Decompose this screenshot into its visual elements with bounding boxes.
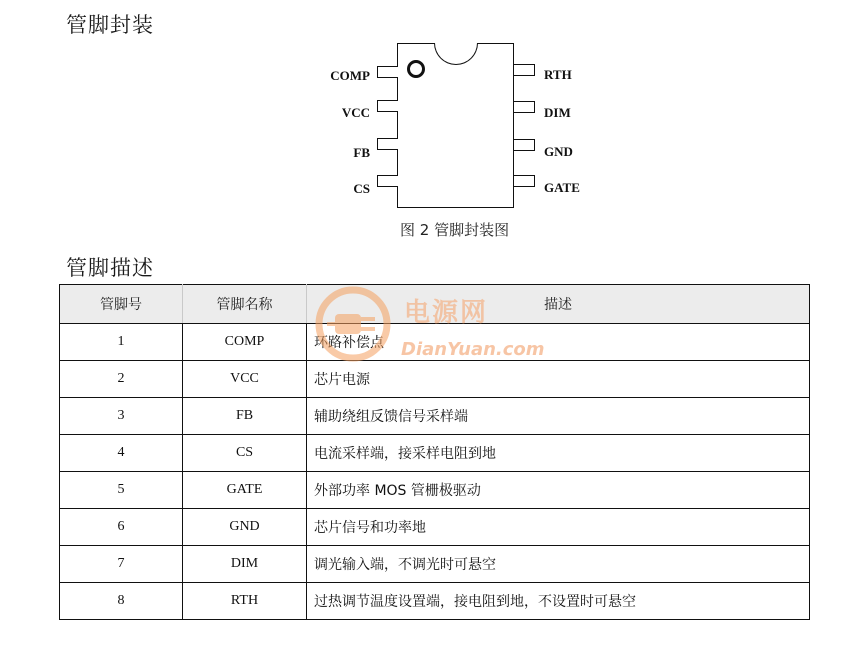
cell-pin-number: 2 bbox=[60, 361, 183, 398]
pin-right-6 bbox=[514, 139, 535, 151]
pin-label-gate: GATE bbox=[544, 180, 580, 195]
cell-pin-number: 5 bbox=[60, 472, 183, 509]
cell-pin-name: GATE bbox=[183, 472, 307, 509]
cell-description: 电流采样端，接采样电阻到地 bbox=[307, 435, 810, 472]
cell-pin-name: FB bbox=[183, 398, 307, 435]
table-row bbox=[60, 509, 810, 546]
pin-right-5 bbox=[514, 175, 535, 187]
cell-pin-name: VCC bbox=[183, 361, 307, 398]
figure-caption: 图 2 管脚封装图 bbox=[400, 221, 510, 239]
cell-pin-name: CS bbox=[183, 435, 307, 472]
cell-pin-name: RTH bbox=[183, 583, 307, 620]
cell-description: 环路补偿点 bbox=[307, 324, 810, 361]
package-section-title: 管脚封装 bbox=[66, 13, 154, 37]
pin-left-3 bbox=[377, 138, 398, 150]
cell-description: 芯片电源 bbox=[307, 361, 810, 398]
cell-pin-name: COMP bbox=[183, 324, 307, 361]
header-pin-number: 管脚号 bbox=[60, 285, 183, 324]
pin-label-gnd: GND bbox=[544, 144, 573, 159]
cell-description: 调光输入端，不调光时可悬空 bbox=[307, 546, 810, 583]
watermark-domain: DianYuan.com bbox=[401, 339, 545, 360]
header-pin-name: 管脚名称 bbox=[183, 285, 307, 324]
pin-left-2 bbox=[377, 100, 398, 112]
pin-description-table bbox=[59, 284, 810, 620]
pin-label-comp: COMP bbox=[330, 68, 370, 83]
cell-pin-number: 7 bbox=[60, 546, 183, 583]
cell-description: 过热调节温度设置端，接电阻到地，不设置时可悬空 bbox=[307, 583, 810, 620]
table-row bbox=[60, 361, 810, 398]
table-row bbox=[60, 546, 810, 583]
cell-pin-number: 8 bbox=[60, 583, 183, 620]
cell-description: 外部功率 MOS 管栅极驱动 bbox=[307, 472, 810, 509]
pin-left-4 bbox=[377, 175, 398, 187]
table-row bbox=[60, 398, 810, 435]
cell-pin-number: 6 bbox=[60, 509, 183, 546]
watermark-text: 电源网 bbox=[404, 298, 489, 328]
description-section-title: 管脚描述 bbox=[66, 256, 154, 280]
pin-label-cs: CS bbox=[353, 181, 370, 196]
table-row bbox=[60, 435, 810, 472]
table-row bbox=[60, 583, 810, 620]
cell-description: 芯片信号和功率地 bbox=[307, 509, 810, 546]
cell-pin-number: 3 bbox=[60, 398, 183, 435]
cell-pin-name: DIM bbox=[183, 546, 307, 583]
header-description: 描述 bbox=[307, 285, 810, 324]
pin-left-1 bbox=[377, 66, 398, 78]
pin-label-dim: DIM bbox=[544, 105, 571, 120]
cell-pin-number: 1 bbox=[60, 324, 183, 361]
pin-label-vcc: VCC bbox=[341, 105, 370, 120]
cell-pin-name: GND bbox=[183, 509, 307, 546]
pin-label-fb: FB bbox=[353, 145, 370, 160]
table-row bbox=[60, 472, 810, 509]
pin-right-7 bbox=[514, 101, 535, 113]
pin-label-rth: RTH bbox=[544, 67, 572, 82]
pin1-marker-dot bbox=[407, 60, 425, 78]
pin-right-8 bbox=[514, 64, 535, 76]
cell-pin-number: 4 bbox=[60, 435, 183, 472]
cell-description: 辅助绕组反馈信号采样端 bbox=[307, 398, 810, 435]
watermark-logo-icon bbox=[313, 284, 393, 364]
